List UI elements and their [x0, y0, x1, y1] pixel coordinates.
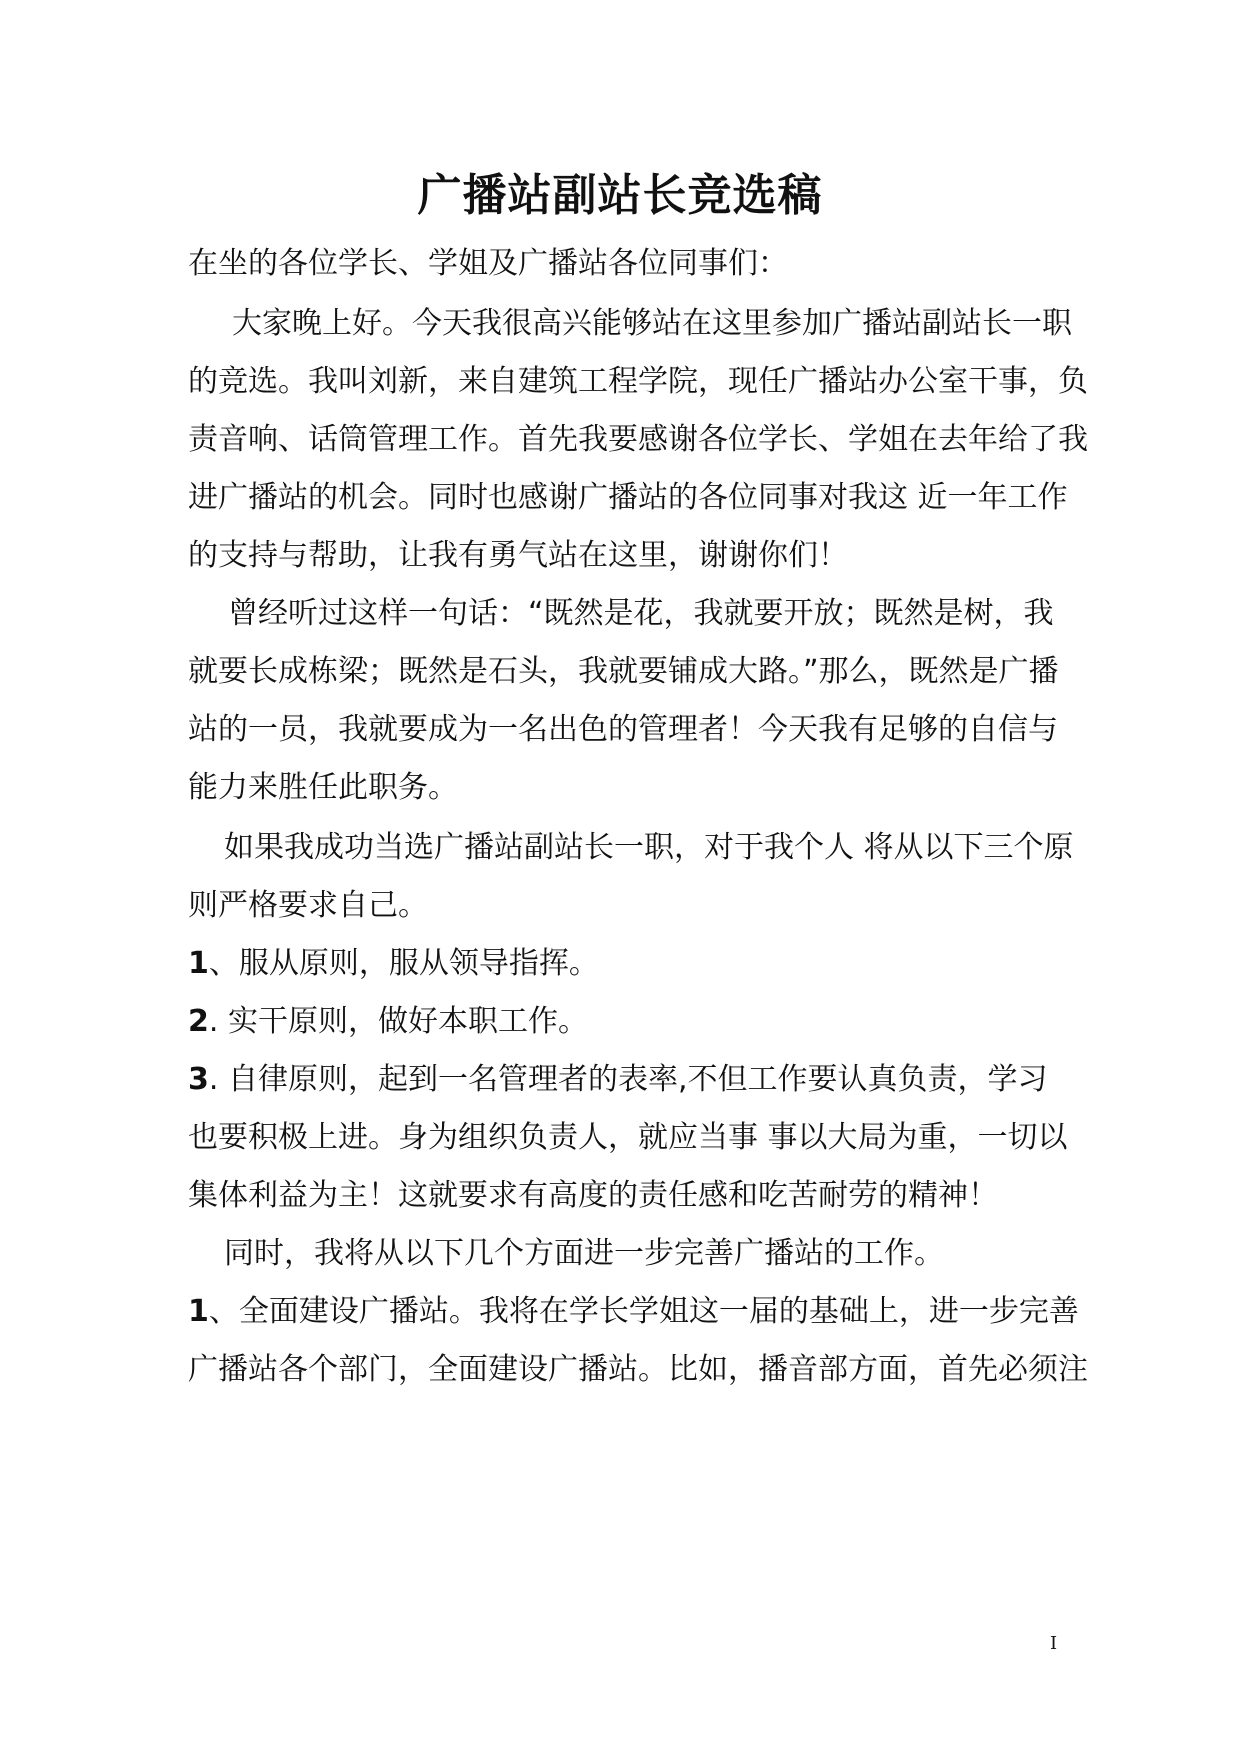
- line-text: 曾经听过这样一句话：“既然是花，我就要开放；既然是树，我: [228, 596, 1054, 631]
- line-text: 进广播站的机会。同时也感谢广播站的各位同事对我这 近一年工作: [188, 480, 1068, 515]
- line-text: 站的一员，我就要成为一名出色的管理者！今天我有足够的自信与: [188, 712, 1058, 747]
- page-number: I: [1050, 1633, 1058, 1654]
- line-text: 大家晚上好。今天我很高兴能够站在这里参加广播站副站长一职: [232, 306, 1072, 341]
- line-text: 如果我成功当选广播站副站长一职，对于我个人 将从以下三个原: [224, 830, 1074, 865]
- list-number: 1: [188, 1294, 209, 1329]
- body-line: [188, 1176, 998, 1216]
- body-line: [232, 304, 1072, 344]
- body-line: [188, 886, 428, 926]
- list-number: 1: [188, 946, 209, 981]
- line-text: 广播站各个部门，全面建设广播站。比如，播音部方面，首先必须注: [188, 1352, 1088, 1387]
- list-number: 3: [188, 1062, 209, 1097]
- body-line: [188, 244, 788, 284]
- list-item: [188, 1060, 1047, 1100]
- line-text: 的竞选。我叫刘新，来自建筑工程学院，现任广播站办公室干事，负: [188, 364, 1088, 399]
- body-line: [228, 594, 1054, 634]
- document-title: 广播站副站长竞选稿: [417, 170, 823, 221]
- body-line: [188, 362, 1088, 402]
- list-item: [188, 1292, 1079, 1332]
- list-number: 2: [188, 1004, 209, 1039]
- line-text: 在坐的各位学长、学姐及广播站各位同事们：: [188, 246, 788, 281]
- line-text: 的支持与帮助，让我有勇气站在这里，谢谢你们！: [188, 538, 848, 573]
- line-text: 同时，我将从以下几个方面进一步完善广播站的工作。: [224, 1236, 944, 1271]
- body-line: [188, 768, 458, 808]
- body-line: [188, 652, 1059, 692]
- body-line: [188, 710, 1058, 750]
- line-text: 则严格要求自己。: [188, 888, 428, 923]
- body-line: [224, 1234, 944, 1274]
- body-line: [188, 1118, 1068, 1158]
- body-line: [188, 478, 1068, 518]
- line-text: 能力来胜任此职务。: [188, 770, 458, 805]
- line-text: 、全面建设广播站。我将在学长学姐这一届的基础上，进一步完善: [208, 1294, 1079, 1329]
- body-line: [224, 828, 1074, 868]
- line-text: . 自律原则，起到一名管理者的表率,不但工作要认真负责，学习: [208, 1062, 1048, 1097]
- list-item: [188, 944, 599, 984]
- body-line: [188, 536, 848, 576]
- body-line: [188, 1350, 1088, 1390]
- line-text: 、服从原则，服从领导指挥。: [208, 946, 599, 981]
- line-text: 集体利益为主！这就要求有高度的责任感和吃苦耐劳的精神！: [188, 1178, 998, 1213]
- line-text: 也要积极上进。身为组织负责人，就应当事 事以大局为重，一切以: [188, 1120, 1068, 1155]
- line-text: 就要长成栋梁；既然是石头，我就要铺成大路。”那么，既然是广播: [188, 654, 1059, 689]
- list-item: [188, 1002, 588, 1042]
- body-line: [188, 420, 1088, 460]
- line-text: . 实干原则，做好本职工作。: [208, 1004, 588, 1039]
- line-text: 责音响、话筒管理工作。首先我要感谢各位学长、学姐在去年给了我: [188, 422, 1088, 457]
